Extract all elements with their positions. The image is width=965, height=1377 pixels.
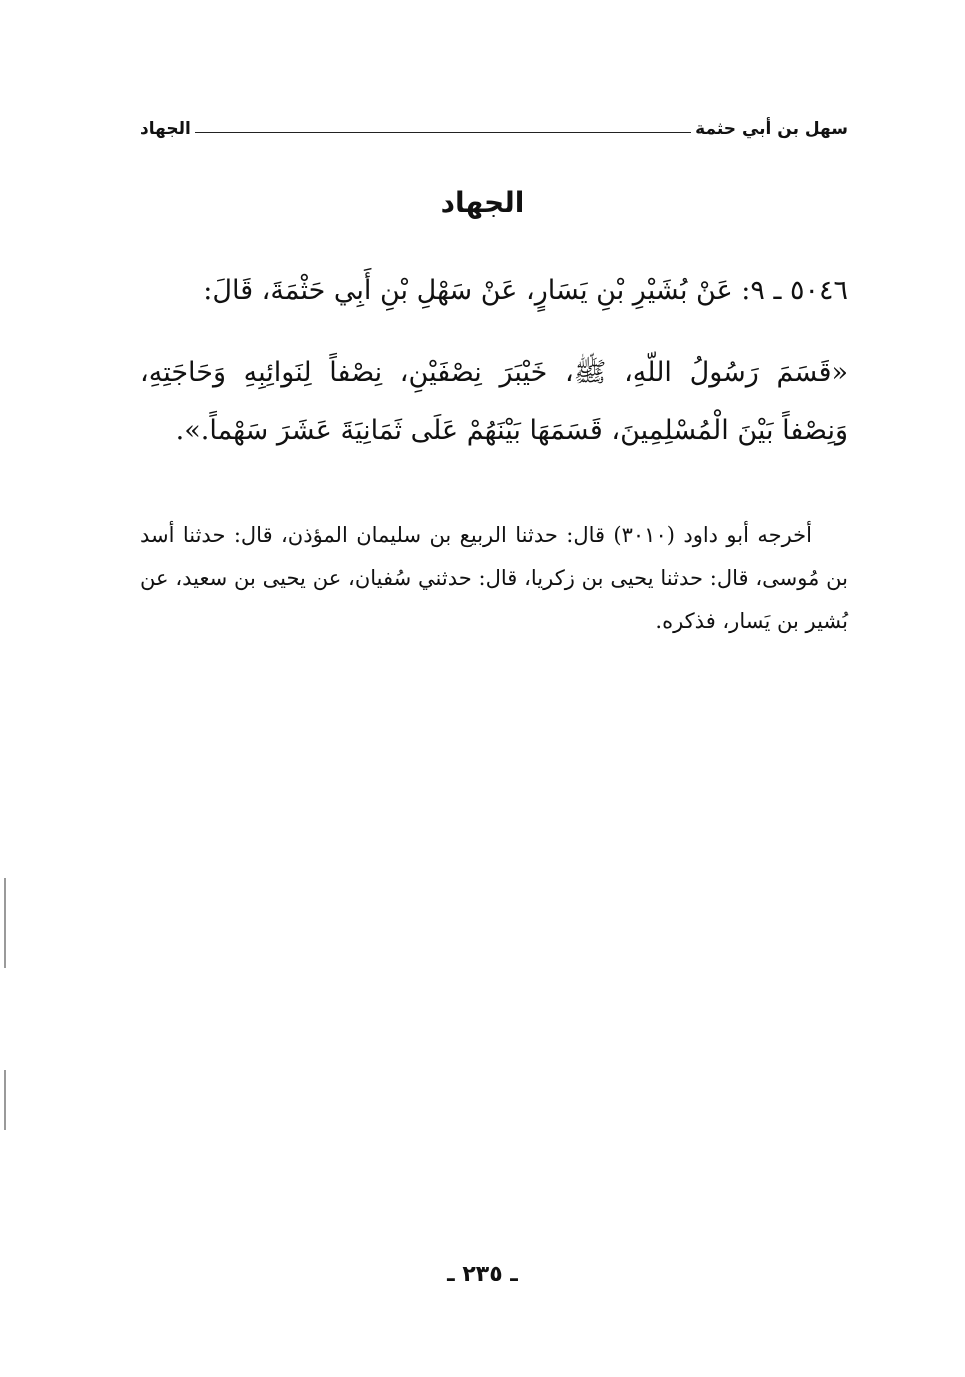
- hadith-isnad: : عَنْ بُشَيْرِ بْنِ يَسَارٍ، عَنْ سَهْلِ بْنِ أَبِي حَثْمَةَ، قَالَ:: [203, 275, 751, 306]
- header-rule: [195, 132, 691, 133]
- running-header: [140, 114, 848, 144]
- section-title: الجهاد: [440, 186, 525, 219]
- takhrij-note: أخرجه أبو داود (٣٠١٠) قال: حدثنا الربيع بن سليمان المؤذن، قال: حدثنا أسد بن مُوسى، قال: حدثنا يحيى بن زكريا، قال: حدثني سُفيان، عن يحيى بن سعيد، عن بُشير بن يَسار، فذكره.: [140, 523, 848, 633]
- hadith-isnad-line: [140, 262, 848, 320]
- scan-edge-mark: [4, 1070, 6, 1130]
- hadith-block: [140, 262, 848, 460]
- header-narrator-title: سهل بن أبي حثمة: [695, 119, 848, 139]
- page-number: ـ ٢٣٥ ـ: [447, 1262, 518, 1287]
- scan-edge-mark: [4, 878, 6, 968]
- header-chapter-title: الجهاد: [140, 119, 191, 139]
- hadith-matn: «قَسَمَ رَسُولُ اللّهِ، ﷺ، خَيْبَرَ نِصْفَيْنِ، نِصْفاً لِنَوائِبِهِ وَحَاجَتِهِ، وَنِصْفاً بَيْنَ الْمُسْلِمِينَ، قَسَمَهَا بَيْنَهُمْ عَلَى ثَمَانِيَةَ عَشَرَ سَهْماً.».: [140, 357, 848, 446]
- hadith-number: ٥٠٤٦ ـ ٩: [750, 275, 848, 306]
